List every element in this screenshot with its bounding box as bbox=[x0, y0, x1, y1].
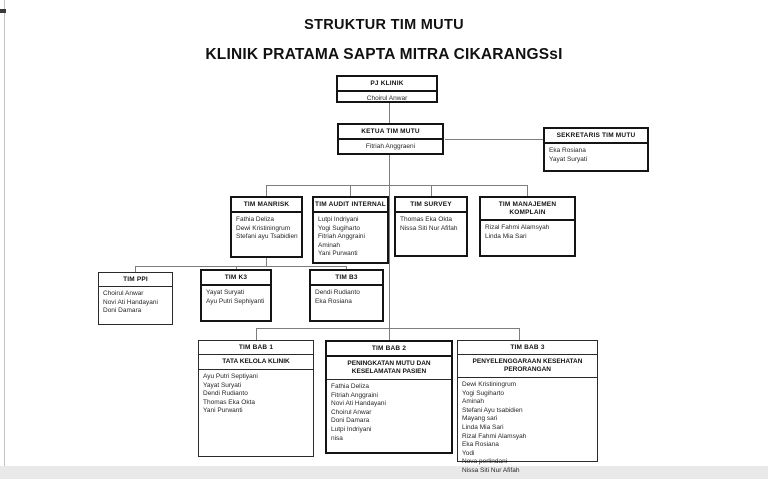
org-box-members bbox=[458, 378, 597, 479]
org-box-members bbox=[396, 213, 466, 255]
member-name: Choirul Anwar bbox=[331, 408, 372, 416]
org-box-members bbox=[99, 287, 172, 324]
org-box-members bbox=[232, 213, 301, 256]
org-box-tim-ppi bbox=[98, 272, 173, 325]
org-box-title: TIM K3 bbox=[202, 271, 270, 286]
member-name: Ayu Putri Septiyani bbox=[203, 373, 258, 380]
connector-line bbox=[266, 185, 527, 186]
org-box-members bbox=[314, 213, 387, 262]
org-box-title: TIM BAB 3 bbox=[458, 341, 597, 355]
member-name: Choirul Anwar bbox=[366, 95, 408, 102]
org-box-tim-manajemen-komplain bbox=[479, 196, 576, 257]
org-box-tim-bab-2 bbox=[325, 340, 453, 454]
member-name: Linda Mia Sari bbox=[462, 423, 504, 431]
org-box-subtitle: PENINGKATAN MUTU DAN KESELAMATAN PASIEN bbox=[327, 357, 451, 380]
org-box-title: TIM BAB 2 bbox=[327, 342, 451, 357]
org-box-members bbox=[481, 221, 574, 255]
member-name: Dendi Rudianto bbox=[203, 390, 248, 398]
member-name: Yani Purwanti bbox=[203, 407, 243, 415]
org-box-tim-manrisk bbox=[230, 196, 303, 258]
member-name: Novi Ati Handayani bbox=[331, 400, 386, 408]
member-name: Stefani Ayu tsabidien bbox=[462, 406, 523, 414]
member-name: Novi Ati Handayani bbox=[103, 298, 158, 306]
org-box-title: TIM MANRISK bbox=[232, 198, 301, 213]
member-name: Dewi Kristiningrum bbox=[462, 381, 517, 388]
connector-line bbox=[389, 155, 390, 328]
org-box-tim-bab-3 bbox=[457, 340, 598, 474]
org-box-members bbox=[199, 370, 313, 456]
org-box-ketua-tim-mutu bbox=[337, 123, 444, 155]
member-name: Fitriah Anggraeni bbox=[365, 143, 416, 150]
org-box-title: KETUA TIM MUTU bbox=[339, 125, 442, 140]
org-box-subtitle: TATA KELOLA KLINIK bbox=[199, 355, 313, 370]
member-name: Yogi Sugiharto bbox=[318, 224, 361, 232]
member-name: Nova perlindani bbox=[462, 458, 508, 466]
org-box-subtitle: PENYELENGGARAAN KESEHATAN PERORANGAN bbox=[458, 355, 597, 378]
org-box-members bbox=[202, 286, 270, 320]
member-name: Stefani ayu Tsabidien bbox=[236, 233, 298, 241]
connector-line bbox=[135, 266, 346, 267]
member-name: Lutpi Indriyani bbox=[318, 216, 359, 223]
member-name: Yogi Sugiharto bbox=[462, 389, 505, 397]
org-box-title: TIM B3 bbox=[311, 271, 382, 286]
connector-line bbox=[445, 139, 543, 140]
page-subtitle: KLINIK PRATAMA SAPTA MITRA CIKARANGSsI bbox=[205, 46, 563, 63]
org-box-title: PJ KLINIK bbox=[338, 77, 436, 92]
connector-line bbox=[519, 328, 520, 340]
org-box-title: TIM MANAJEMEN KOMPLAIN bbox=[481, 198, 574, 221]
connector-line bbox=[266, 258, 267, 266]
member-name: Choirul Anwar bbox=[103, 290, 144, 297]
connector-line bbox=[350, 185, 351, 196]
scan-artifact bbox=[0, 9, 6, 13]
org-box-title: SEKRETARIS TIM MUTU bbox=[545, 129, 647, 144]
member-name: Eka Rosiana bbox=[462, 441, 499, 449]
org-box-title: TIM PPI bbox=[99, 273, 172, 287]
connector-line bbox=[256, 328, 519, 329]
member-name: Doni Damara bbox=[331, 417, 370, 425]
member-name: nisa bbox=[331, 434, 343, 442]
member-name: Eka Rosiana bbox=[549, 147, 586, 154]
member-name: Fathia Deliza bbox=[236, 216, 274, 223]
org-box-members bbox=[311, 286, 382, 320]
org-box-tim-survey bbox=[394, 196, 468, 257]
org-box-tim-b3 bbox=[309, 269, 384, 322]
connector-line bbox=[389, 328, 390, 340]
org-box-title: TIM AUDIT INTERNAL bbox=[314, 198, 387, 213]
org-box-pj-klinik bbox=[336, 75, 438, 103]
member-name: Linda Mia Sari bbox=[485, 232, 527, 240]
connector-line bbox=[256, 328, 257, 340]
member-name: Yayat Suryati bbox=[206, 289, 245, 296]
member-name: Aminah bbox=[462, 398, 485, 406]
member-name: Dendi Rudianto bbox=[315, 289, 360, 296]
connector-line bbox=[527, 185, 528, 196]
member-name: Rizal Fahmi Alamsyah bbox=[462, 432, 527, 440]
org-box-tim-bab-1 bbox=[198, 340, 314, 457]
member-name: Yayat Suryati bbox=[203, 381, 242, 389]
member-name: Fitriah Anggraini bbox=[318, 233, 365, 241]
member-name: Yodi bbox=[462, 449, 475, 457]
org-box-members bbox=[327, 380, 451, 452]
member-name: Thomas Eka Okta bbox=[400, 216, 453, 223]
member-name: Thomas Eka Okta bbox=[203, 398, 256, 406]
member-name: Nissa Siti Nur Afifah bbox=[400, 224, 458, 232]
org-box-members bbox=[338, 92, 436, 107]
org-box-title: TIM BAB 1 bbox=[199, 341, 313, 355]
member-name: Yani Purwanti bbox=[318, 250, 358, 258]
member-name: Fathia Deliza bbox=[331, 383, 369, 390]
org-box-tim-k3 bbox=[200, 269, 272, 322]
member-name: Fitriah Anggraini bbox=[331, 391, 378, 399]
member-name: Eka Rosiana bbox=[315, 297, 352, 305]
org-box-members bbox=[339, 140, 442, 155]
member-name: Rizal Fahmi Alamsyah bbox=[485, 224, 550, 231]
member-name: Yayat Suryati bbox=[549, 155, 588, 163]
page-edge-line bbox=[4, 0, 5, 466]
member-name: Lutpi Indriyani bbox=[331, 425, 372, 433]
org-box-sekretaris-tim-mutu bbox=[543, 127, 649, 172]
connector-line bbox=[431, 185, 432, 196]
org-box-title: TIM SURVEY bbox=[396, 198, 466, 213]
member-name: Aminah bbox=[318, 241, 341, 249]
member-name: Doni Damara bbox=[103, 307, 142, 315]
member-name: Mayang sari bbox=[462, 415, 498, 423]
member-name: Dewi Kristiningrum bbox=[236, 224, 291, 232]
org-box-tim-audit-internal bbox=[312, 196, 389, 264]
page-title: STRUKTUR TIM MUTU bbox=[304, 17, 464, 33]
org-box-members bbox=[545, 144, 647, 170]
member-name: Nissa Siti Nur Afifah bbox=[462, 466, 520, 474]
member-name: Ayu Putri Sephiyanti bbox=[206, 297, 265, 305]
connector-line bbox=[266, 185, 267, 196]
